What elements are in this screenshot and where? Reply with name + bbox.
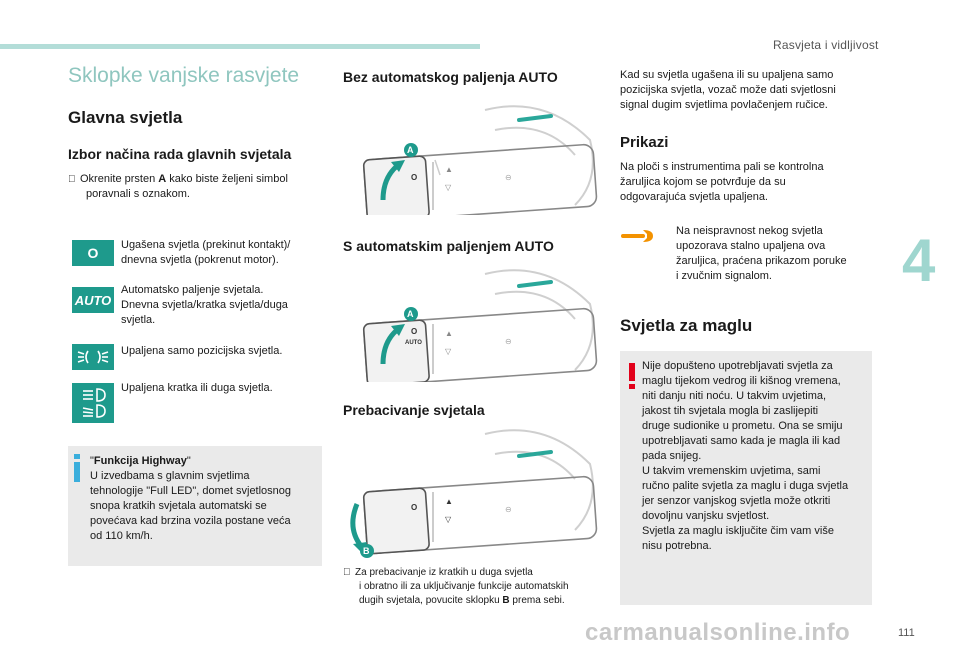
info-quote-open: " [90,455,94,467]
stalk-diagram-no-auto [345,100,600,215]
stalk-o-label: O [411,173,418,182]
mode-beam-description: Upaljena kratka ili duga svjetla. [121,382,273,394]
mode-off-line2: dnevna svjetla (pokrenut motor). [121,254,279,266]
flash-intro [620,68,880,113]
svg-text:⊖: ⊖ [505,505,512,514]
info-line: od 110 km/h. [90,530,153,542]
label-a-icon: A [407,145,414,155]
warning-line: dovoljnu vanjsku svjetlost. [642,510,770,522]
main-title: Sklopke vanjske rasvjete [68,64,300,87]
switching-note-line3c: prema sebi. [509,595,565,606]
mode-selection-subtitle: Izbor načina rada glavnih svjetala [68,146,292,162]
svg-text:⊖: ⊖ [505,337,512,346]
switching-note-line1: Za prebacivanje iz kratkih u duga svjetla [355,567,533,578]
switching-note-line3a: dugih svjetala, povucite sklopku [359,595,503,606]
beam-lights-icon [72,383,114,423]
intro-line: pozicijska svjetla, vozač može dati svjetlosni [620,84,836,96]
mode-position-description: Upaljena samo pozicijska svjetla. [121,345,283,357]
bullet-icon [343,566,355,580]
warning-line: jer senzor vanjskog svjetla može otkriti [642,495,831,507]
service-line: Na neispravnost nekog svjetla [676,225,823,237]
info-line: U izvedbama s glavnim svjetlima [90,470,250,482]
switching-note [343,566,603,608]
chapter-number: 4 [902,227,936,294]
headlights-title: Glavna svjetla [68,108,183,127]
watermark: carmanualsonline.info [585,619,851,646]
switching-heading: Prebacivanje svjetala [343,402,485,418]
header-bar [0,44,480,49]
service-line: upozorava stalno upaljena ova [676,240,826,252]
page-number: 111 [898,627,915,639]
mode-auto-line1: Automatsko paljenje svjetala. [121,284,264,296]
service-line: i zvučnim signalom. [676,270,772,282]
instruction-text-a: Okrenite prsten [80,173,159,185]
highway-info-box [68,446,322,566]
label-b-icon: B [363,546,370,556]
service-text [676,224,876,284]
warning-line: ručno palite svjetla za maglu i duga svjetla [642,480,849,492]
svg-text:▲: ▲ [445,329,453,338]
svg-text:▲: ▲ [445,165,453,174]
warning-line: niti danju niti noću. U takvim uvjetima, [642,390,827,402]
displays-line: Na ploči s instrumentima pali se kontrolna [620,161,824,173]
warning-line: U takvim vremenskim uvjetima, sami [642,465,821,477]
warning-line: jakost tih svjetala mogla bi zaslijepiti [642,405,819,417]
position-lights-icon [72,344,114,370]
info-line: tehnologije "Full LED", domet svjetlosnog [90,485,292,497]
mode-auto-line3: svjetla. [121,314,156,326]
off-mode-icon: O [72,240,114,266]
svg-text:▽: ▽ [445,515,452,524]
with-auto-heading: S automatskim paljenjem AUTO [343,238,554,254]
warning-line: upotrebljavati samo kada je magla ili kad [642,435,841,447]
svg-text:▲: ▲ [445,497,453,506]
mode-auto-description [121,283,288,328]
fog-warning-box [620,351,872,605]
warning-line: druge sudionike u prometu. Ona se smiju [642,420,843,432]
instruction-paragraph [68,172,328,202]
svg-text:▽: ▽ [445,183,452,192]
displays-line: žaruljica kojom se potvrđuje da su [620,176,786,188]
auto-mode-icon: AUTO [72,287,114,313]
intro-line: signal dugim svjetlima povlačenjem ručice. [620,99,828,111]
instruction-text-c: poravnali s oznakom. [86,188,190,200]
fog-lights-title: Svjetla za maglu [620,316,753,335]
stalk-o-label: O [411,327,418,336]
mode-off-line1: Ugašena svjetla (prekinut kontakt)/ [121,239,291,251]
warning-line: Nije dopušteno upotrebljavati svjetla za [642,360,833,372]
info-title: Funkcija Highway [93,455,187,467]
intro-line: Kad su svjetla ugašena ili su upaljena samo [620,69,834,81]
stalk-auto-label: AUTO [405,340,422,346]
info-text [90,454,318,544]
svg-text:⊖: ⊖ [505,173,512,182]
warning-line: pada snijeg. [642,450,702,462]
warning-text [642,359,870,554]
stalk-o-label: O [411,503,418,512]
warning-line: maglu tijekom vedrog ili kišnog vremena, [642,375,841,387]
info-icon [74,454,80,482]
instruction-ring-label: A [158,173,167,185]
info-line: povećava kad brzina vozila postane veća [90,515,291,527]
service-line: žaruljica, praćena prikazom poruke [676,255,847,267]
warning-line: Svjetla za maglu isključite čim vam više [642,525,834,537]
switching-note-b-label: B [502,595,510,606]
stalk-diagram-auto [345,262,600,382]
displays-heading: Prikazi [620,134,669,151]
switching-note-line2: i obratno ili za uključivanje funkcije automatskih [359,581,569,592]
no-auto-heading: Bez automatskog paljenja AUTO [343,69,558,85]
info-quote-close: " [186,455,191,467]
bullet-icon [68,172,80,187]
wrench-icon [621,228,655,244]
mode-off-description [121,238,290,268]
warning-line: nisu potrebna. [642,540,712,552]
displays-text [620,160,880,205]
info-line: snopa kratkih svjetala automatski se [90,500,267,512]
instruction-text-b: kako biste željeni simbol [166,173,288,185]
label-a-icon: A [407,309,414,319]
mode-auto-line2: Dnevna svjetla/kratka svjetla/duga [121,299,288,311]
svg-text:▽: ▽ [445,347,452,356]
stalk-diagram-switching [345,426,600,561]
displays-line: odgovarajuća svjetla upaljena. [620,191,768,203]
section-title: Rasvjeta i vidljivost [773,38,879,52]
warning-icon [628,363,636,389]
